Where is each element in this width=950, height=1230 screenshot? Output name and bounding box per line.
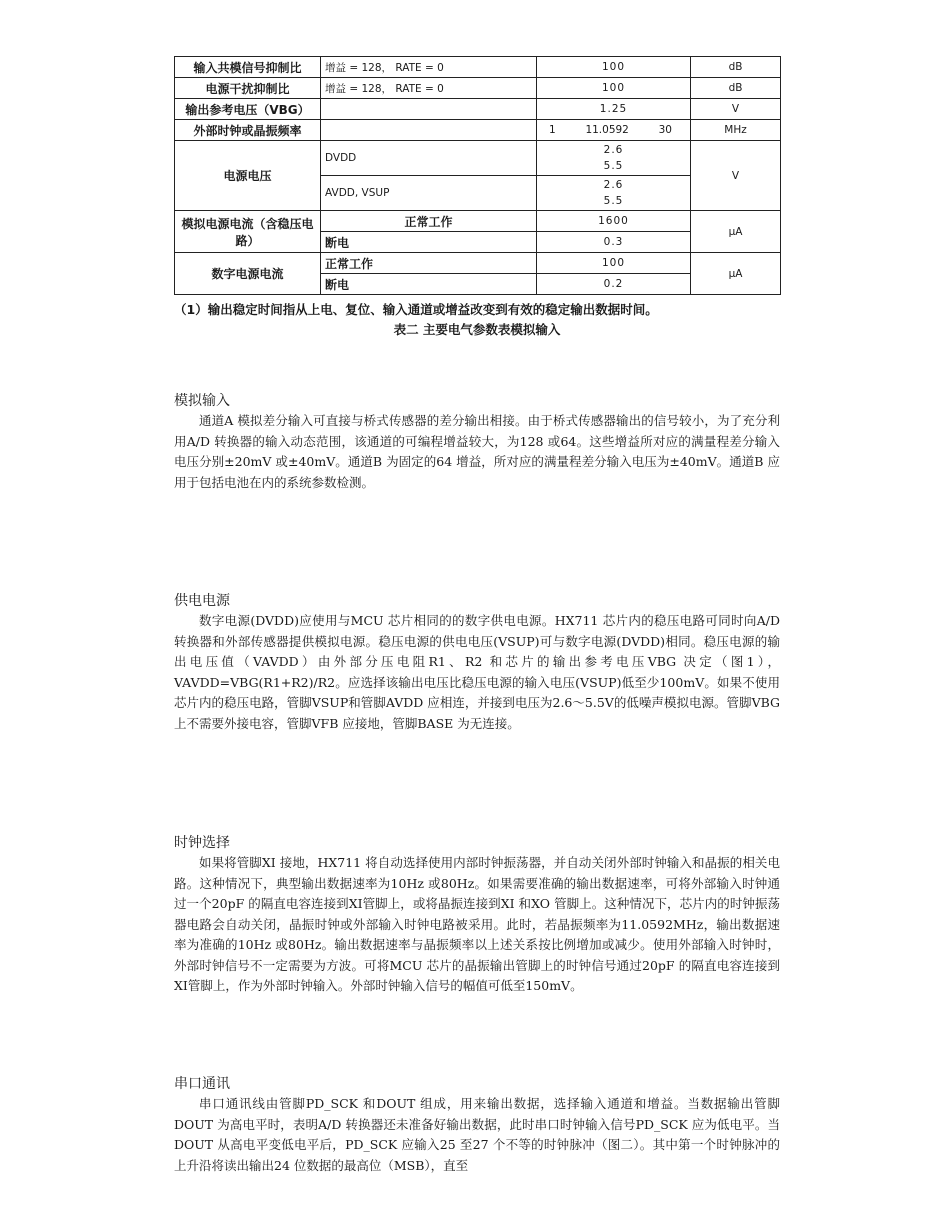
param-name: 电源电压: [175, 141, 321, 211]
param-condition: [321, 120, 537, 141]
section-serial-comm: [174, 1074, 780, 1176]
section-title: 时钟选择: [174, 835, 230, 851]
table-footnote: （1）输出稳定时间指从上电、复位、输入通道或增益改变到有效的稳定输出数据时间。: [174, 302, 658, 317]
param-min: 2.6: [603, 144, 624, 156]
table-row: [175, 120, 781, 141]
param-unit: MHz: [691, 120, 781, 141]
param-max: 30: [658, 124, 672, 136]
param-value: 1600: [537, 211, 691, 232]
table-caption: 表二 主要电气参数表模拟输入: [393, 322, 561, 337]
param-range: [537, 120, 691, 141]
param-value: 100: [537, 78, 691, 99]
param-unit: μA: [691, 253, 781, 295]
param-condition: 正常工作: [321, 211, 537, 232]
param-value: [537, 141, 691, 176]
param-value: 100: [537, 253, 691, 274]
section-body: 数字电源(DVDD)应使用与MCU 芯片相同的的数字供电电源。HX711 芯片内的稳压电路可同时向A/D 转换器和外部传感器提供模拟电源。稳压电源的供电电压(VSUP)可与数字电源(DVDD)相同。稳压电源的输出电压值（VAVDD）由外部分压电阻R1、R2 和芯片的输出参考电压VBG 决定（图1），VAVDD=VBG(R1+R2)/R2。应选择该输出电压比稳压电源的输入电压(VSUP)低至少100mV。如果不使用芯片内的稳压电路，管脚VSUP和管脚AVDD 应相连，并接到电压为2.6～5.5V的低噪声模拟电源。管脚VBG 上不需要外接电容，管脚VFB 应接地，管脚BASE 为无连接。: [174, 613, 780, 731]
table-row: [175, 141, 781, 176]
section-power-supply: [174, 591, 780, 734]
section-clock-select: [174, 833, 780, 997]
param-name: 电源干扰抑制比: [175, 78, 321, 99]
param-condition: 断电: [321, 274, 537, 295]
param-condition: [321, 99, 537, 120]
param-min: 1: [549, 124, 556, 136]
param-unit: μA: [691, 211, 781, 253]
section-body: 如果将管脚XI 接地，HX711 将自动选择使用内部时钟振荡器，并自动关闭外部时钟输入和晶振的相关电路。这种情况下，典型输出数据速率为10Hz 或80Hz。如果需要准确的输出数据速率，可将外部输入时钟通过一个20pF 的隔直电容连接到XI管脚上，或将晶振连接到XI 和XO 管脚上。这种情况下，芯片内的时钟振荡器电路会自动关闭，晶振时钟或外部输入时钟电路被采用。此时，若晶振频率为11.0592MHz，输出数据速率为准确的10Hz 或80Hz。输出数据速率与晶振频率以上述关系按比例增加或减少。使用外部输入时钟时，外部时钟信号不一定需要为方波。可将MCU 芯片的晶振输出管脚上的时钟信号通过20pF 的隔直电容连接到XI管脚上，作为外部时钟输入。外部时钟输入信号的幅值可低至150mV。: [174, 855, 780, 993]
param-condition: 断电: [321, 232, 537, 253]
electrical-parameters-table: [174, 56, 781, 295]
section-title: 供电电源: [174, 593, 230, 609]
param-condition: 正常工作: [321, 253, 537, 274]
param-condition: DVDD: [321, 141, 537, 176]
param-condition: 增益 = 128， RATE = 0: [321, 78, 537, 99]
section-title: 模拟输入: [174, 393, 230, 409]
param-typ: 11.0592: [585, 124, 629, 136]
table-row: [175, 211, 781, 232]
table-row: [175, 57, 781, 78]
param-unit: dB: [691, 57, 781, 78]
table-row: [175, 78, 781, 99]
section-title: 串口通讯: [174, 1076, 230, 1092]
table-row: [175, 99, 781, 120]
param-value: 100: [537, 57, 691, 78]
param-value: 0.2: [537, 274, 691, 295]
param-value: 0.3: [537, 232, 691, 253]
param-value: 1.25: [537, 99, 691, 120]
param-condition: 增益 = 128， RATE = 0: [321, 57, 537, 78]
param-name: 输出参考电压（VBG）: [175, 99, 321, 120]
param-unit: V: [691, 99, 781, 120]
param-name: 数字电源电流: [175, 253, 321, 295]
param-condition: AVDD, VSUP: [321, 176, 537, 211]
param-name: 外部时钟或晶振频率: [175, 120, 321, 141]
param-name: 输入共模信号抑制比: [175, 57, 321, 78]
section-body: 通道A 模拟差分输入可直接与桥式传感器的差分输出相接。由于桥式传感器输出的信号较小，为了充分利用A/D 转换器的输入动态范围，该通道的可编程增益较大，为128 或64。这些增益所对应的满量程差分输入电压分别±20mV 或±40mV。通道B 为固定的64 增益，所对应的满量程差分输入电压为±40mV。通道B 应用于包括电池在内的系统参数检测。: [174, 413, 780, 490]
param-unit: V: [691, 141, 781, 211]
table-row: [175, 253, 781, 274]
section-body: 串口通讯线由管脚PD_SCK 和DOUT 组成，用来输出数据，选择输入通道和增益。当数据输出管脚DOUT 为高电平时，表明A/D 转换器还未准备好输出数据，此时串口时钟输入信号PD_SCK 应为低电平。当DOUT 从高电平变低电平后，PD_SCK 应输入25 至27 个不等的时钟脉冲（图二）。其中第一个时钟脉冲的上升沿将读出输出24 位数据的最高位（MSB），直至: [174, 1096, 780, 1173]
section-analog-input: [174, 391, 780, 493]
param-max: 5.5: [603, 195, 624, 207]
param-min: 2.6: [603, 179, 624, 191]
param-max: 5.5: [603, 160, 624, 172]
param-name: 模拟电源电流（含稳压电路）: [175, 211, 321, 253]
param-unit: dB: [691, 78, 781, 99]
document-page: [174, 56, 780, 1173]
param-value: [537, 176, 691, 211]
